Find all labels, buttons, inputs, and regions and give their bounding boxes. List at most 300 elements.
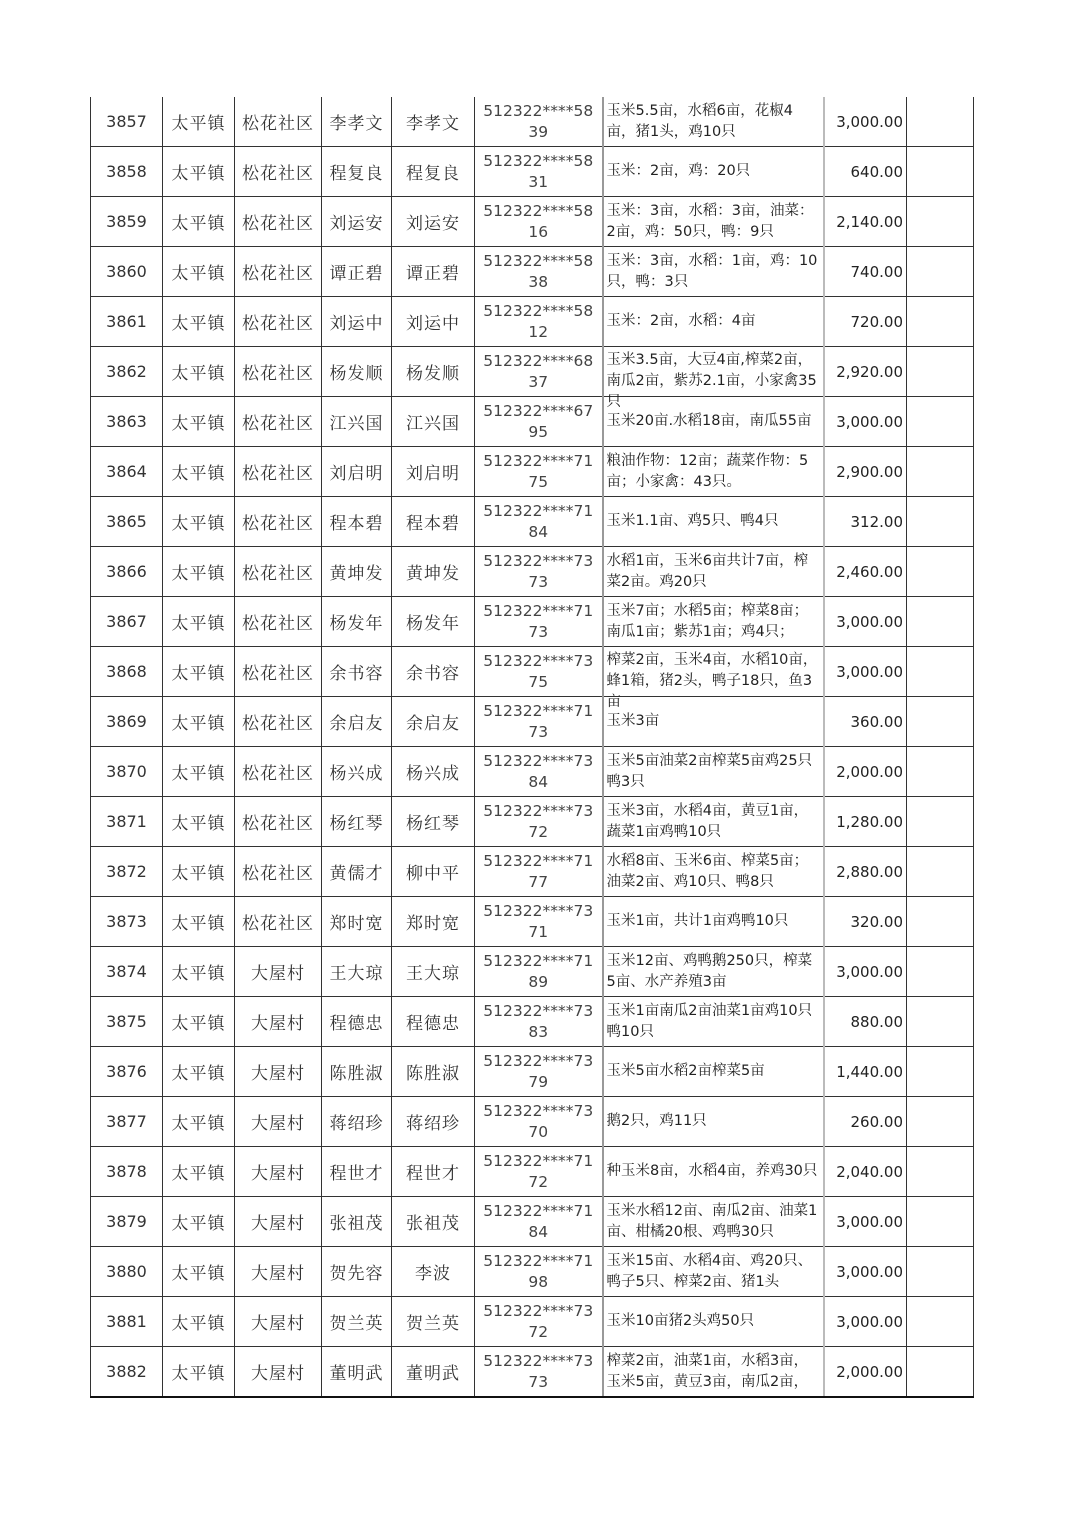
payee-name-text: 王大琼 [406,964,460,984]
table-row [91,647,974,697]
id-number-cell [475,747,603,797]
town-cell [163,697,235,747]
payee-name-text: 杨兴成 [406,764,460,784]
id-number-cell [475,1297,603,1347]
remarks-cell [907,147,974,197]
household-name-text: 刘运安 [329,214,384,234]
household-name-cell [322,1097,392,1147]
serial-number-text: 3881 [106,1312,147,1331]
payee-name-cell [392,997,475,1047]
production-description-text: 榨菜2亩，油菜1亩，水稻3亩，玉米5亩，黄豆3亩，南瓜2亩， [606,1352,809,1390]
town-text: 太平镇 [171,1214,226,1234]
serial-number-text: 3863 [106,412,147,431]
id-number-cell [475,497,603,547]
payee-name-cell [392,947,475,997]
amount-text: 2,040.00 [836,1162,903,1181]
id-number-text: 512322****5831 [483,151,594,191]
amount-cell [824,797,907,847]
payee-name-cell [392,1147,475,1197]
town-text: 太平镇 [171,1314,226,1334]
household-name-text: 杨兴成 [329,764,384,784]
amount-text: 260.00 [850,1112,903,1131]
serial-number-cell [91,397,163,447]
remarks-cell [907,347,974,397]
payee-name-cell [392,397,475,447]
community-text: 松花社区 [242,114,314,134]
production-description-cell [603,397,824,447]
payee-name-text: 程世才 [406,1164,460,1184]
town-text: 太平镇 [171,264,226,284]
table-row [91,247,974,297]
payee-name-cell [392,97,475,147]
community-cell [235,797,322,847]
serial-number-text: 3857 [106,112,147,131]
payee-name-cell [392,597,475,647]
amount-cell [824,1047,907,1097]
production-description-text: 玉米：2亩，水稻：4亩 [606,313,756,329]
production-description-cell [603,97,824,147]
amount-text: 2,000.00 [836,762,903,781]
id-number-text: 512322****7384 [483,751,594,791]
amount-cell [824,197,907,247]
town-cell [163,197,235,247]
payee-name-cell [392,247,475,297]
household-name-cell [322,897,392,947]
household-name-cell [322,1297,392,1347]
payee-name-text: 柳中平 [406,864,460,884]
amount-cell [824,147,907,197]
community-cell [235,297,322,347]
remarks-cell [907,1197,974,1247]
table-row [91,597,974,647]
town-cell [163,647,235,697]
serial-number-cell [91,197,163,247]
serial-number-text: 3862 [106,362,147,381]
household-name-text: 程复良 [329,164,384,184]
town-cell [163,297,235,347]
serial-number-text: 3858 [106,162,147,181]
community-cell [235,397,322,447]
table-row [91,347,974,397]
amount-cell [824,647,907,697]
id-number-text: 512322****7173 [483,701,594,741]
payee-name-cell [392,897,475,947]
payee-name-text: 江兴国 [406,414,460,434]
community-text: 松花社区 [242,164,314,184]
table-row [91,297,974,347]
household-name-cell [322,1197,392,1247]
production-description-text: 玉米3亩，水稻4亩，黄豆1亩，蔬菜1亩鸡鸭10只 [606,802,809,840]
payee-name-text: 谭正碧 [406,264,460,284]
serial-number-cell [91,997,163,1047]
serial-number-text: 3875 [106,1012,147,1031]
remarks-cell [907,797,974,847]
household-name-cell [322,397,392,447]
remarks-cell [907,397,974,447]
payee-name-cell [392,547,475,597]
serial-number-cell [91,1097,163,1147]
amount-cell [824,447,907,497]
payee-name-cell [392,647,475,697]
amount-cell [824,97,907,147]
table-row [91,547,974,597]
household-name-text: 谭正碧 [329,264,384,284]
payee-name-text: 黄坤发 [406,564,460,584]
town-text: 太平镇 [171,414,226,434]
remarks-cell [907,297,974,347]
town-cell [163,897,235,947]
community-text: 松花社区 [242,264,314,284]
payee-name-text: 李孝文 [406,114,460,134]
remarks-cell [907,547,974,597]
serial-number-cell [91,947,163,997]
production-description-text: 玉米5亩水稻2亩榨菜5亩 [606,1063,765,1079]
id-number-cell [475,547,603,597]
payee-name-cell [392,1197,475,1247]
payee-name-cell [392,697,475,747]
town-cell [163,1097,235,1147]
id-number-cell [475,897,603,947]
remarks-cell [907,597,974,647]
payee-name-cell [392,147,475,197]
id-number-cell [475,1197,603,1247]
serial-number-text: 3882 [106,1362,147,1381]
production-description-text: 玉米：3亩，水稻：3亩，油菜：2亩，鸡：50只，鸭：9只 [606,202,814,240]
household-name-cell [322,697,392,747]
community-cell [235,97,322,147]
town-text: 太平镇 [171,714,226,734]
payee-name-cell [392,1297,475,1347]
amount-cell [824,997,907,1047]
production-description-cell [603,197,824,247]
table-row [91,897,974,947]
id-number-text: 512322****7184 [483,1201,594,1241]
serial-number-cell [91,1047,163,1097]
town-cell [163,497,235,547]
amount-text: 3,000.00 [836,112,903,131]
serial-number-cell [91,247,163,297]
serial-number-cell [91,1197,163,1247]
table-row [91,797,974,847]
amount-cell [824,697,907,747]
amount-text: 3,000.00 [836,1212,903,1231]
household-name-text: 杨红琴 [329,814,384,834]
household-name-text: 郑时宽 [329,914,384,934]
remarks-cell [907,1047,974,1097]
town-text: 太平镇 [171,814,226,834]
amount-cell [824,597,907,647]
id-number-cell [475,347,603,397]
production-description-text: 玉米3亩 [606,713,660,729]
id-number-text: 512322****7373 [483,551,594,591]
serial-number-cell [91,297,163,347]
production-description-text: 榨菜2亩，玉米4亩，水稻10亩，蜂1箱，猪2头，鸭子18只，鱼3亩 [606,651,818,710]
town-text: 太平镇 [171,1014,226,1034]
serial-number-text: 3869 [106,712,147,731]
id-number-cell [475,647,603,697]
production-description-cell [603,597,824,647]
remarks-cell [907,1297,974,1347]
amount-cell [824,347,907,397]
community-cell [235,547,322,597]
production-description-text: 玉米20亩.水稻18亩，南瓜55亩 [606,413,812,429]
id-number-cell [475,997,603,1047]
household-name-cell [322,347,392,397]
serial-number-cell [91,797,163,847]
town-text: 太平镇 [171,964,226,984]
payee-name-text: 杨发顺 [406,364,460,384]
amount-cell [824,1347,907,1398]
id-number-text: 512322****7372 [483,1301,594,1341]
town-text: 太平镇 [171,664,226,684]
community-cell [235,747,322,797]
payee-name-text: 刘启明 [406,464,460,484]
community-text: 大屋村 [251,1164,305,1184]
household-name-cell [322,1247,392,1297]
household-name-text: 余启友 [329,714,384,734]
payee-name-text: 贺兰英 [406,1314,460,1334]
serial-number-text: 3870 [106,762,147,781]
production-description-text: 玉米3.5亩，大豆4亩,榨菜2亩，南瓜2亩，紫苏2.1亩，小家禽35只 [606,351,817,410]
id-number-cell [475,247,603,297]
household-name-cell [322,497,392,547]
remarks-cell [907,947,974,997]
id-number-cell [475,597,603,647]
production-description-cell [603,447,824,497]
production-description-cell [603,1197,824,1247]
town-cell [163,147,235,197]
amount-cell [824,847,907,897]
serial-number-text: 3877 [106,1112,147,1131]
payee-name-cell [392,447,475,497]
community-cell [235,897,322,947]
production-description-cell [603,797,824,847]
production-description-cell [603,647,824,710]
town-text: 太平镇 [171,1114,226,1134]
remarks-cell [907,1097,974,1147]
table-row [91,447,974,497]
household-name-text: 杨发顺 [329,364,384,384]
community-text: 松花社区 [242,714,314,734]
remarks-cell [907,1347,974,1398]
production-description-cell [603,1047,824,1097]
id-number-cell [475,697,603,747]
serial-number-text: 3871 [106,812,147,831]
id-number-text: 512322****7175 [483,451,594,491]
community-text: 大屋村 [251,1364,305,1384]
community-text: 松花社区 [242,864,314,884]
remarks-cell [907,497,974,547]
production-description-cell [603,747,824,797]
id-number-text: 512322****6795 [483,401,594,441]
town-cell [163,397,235,447]
payee-name-cell [392,1247,475,1297]
id-number-cell [475,1097,603,1147]
production-description-text: 鹅2只，鸡11只 [606,1113,707,1129]
town-text: 太平镇 [171,1364,226,1384]
id-number-text: 512322****7177 [483,851,594,891]
table-row [91,697,974,747]
household-name-text: 黄坤发 [329,564,384,584]
id-number-text: 512322****7383 [483,1001,594,1041]
community-text: 松花社区 [242,214,314,234]
town-cell [163,547,235,597]
community-cell [235,1247,322,1297]
household-name-text: 程德忠 [329,1014,384,1034]
household-name-text: 程本碧 [329,514,384,534]
payee-name-text: 杨红琴 [406,814,460,834]
community-text: 大屋村 [251,964,305,984]
household-name-cell [322,1047,392,1097]
town-text: 太平镇 [171,1064,226,1084]
community-cell [235,697,322,747]
production-description-cell [603,1297,824,1347]
id-number-cell [475,797,603,847]
town-cell [163,1197,235,1247]
serial-number-text: 3860 [106,262,147,281]
remarks-cell [907,997,974,1047]
id-number-cell [475,397,603,447]
id-number-text: 512322****7173 [483,601,594,641]
community-cell [235,1047,322,1097]
town-text: 太平镇 [171,314,226,334]
town-text: 太平镇 [171,164,226,184]
household-name-text: 刘运中 [329,314,384,334]
amount-text: 640.00 [850,162,903,181]
amount-cell [824,497,907,547]
payee-name-cell [392,497,475,547]
town-text: 太平镇 [171,114,226,134]
serial-number-cell [91,1147,163,1197]
production-description-text: 玉米：2亩，鸡：20只 [606,163,751,179]
production-description-cell [603,147,824,197]
table-row [91,147,974,197]
town-cell [163,1347,235,1398]
community-cell [235,197,322,247]
table-row [91,1047,974,1097]
production-description-text: 玉米：3亩，水稻：1亩，鸡：10只，鸭：3只 [606,252,818,290]
amount-cell [824,1097,907,1147]
payee-name-text: 刘运安 [406,214,460,234]
amount-text: 740.00 [850,262,903,281]
table-row [91,1147,974,1197]
household-name-cell [322,547,392,597]
amount-text: 2,000.00 [836,1362,903,1381]
town-cell [163,747,235,797]
serial-number-cell [91,347,163,397]
town-cell [163,1297,235,1347]
production-description-cell [603,697,824,747]
payee-name-cell [392,197,475,247]
town-cell [163,347,235,397]
amount-text: 2,900.00 [836,462,903,481]
remarks-cell [907,447,974,497]
amount-cell [824,247,907,297]
serial-number-text: 3868 [106,662,147,681]
serial-number-cell [91,147,163,197]
town-text: 太平镇 [171,364,226,384]
production-description-text: 玉米水稻12亩、南瓜2亩、油菜1亩、柑橘20根、鸡鸭30只 [606,1202,818,1240]
table-row [91,1197,974,1247]
production-description-cell [603,897,824,947]
household-name-text: 张祖茂 [329,1214,384,1234]
production-description-text: 玉米1.1亩、鸡5只、鸭4只 [606,513,779,529]
household-name-text: 贺兰英 [329,1314,384,1334]
community-text: 松花社区 [242,364,314,384]
household-name-cell [322,997,392,1047]
community-cell [235,597,322,647]
payee-name-text: 张祖茂 [406,1214,460,1234]
payee-name-text: 刘运中 [406,314,460,334]
serial-number-cell [91,847,163,897]
id-number-cell [475,147,603,197]
serial-number-cell [91,597,163,647]
community-text: 松花社区 [242,664,314,684]
id-number-cell [475,447,603,497]
community-cell [235,847,322,897]
amount-cell [824,747,907,797]
serial-number-cell [91,547,163,597]
table-row [91,397,974,447]
id-number-cell [475,1147,603,1197]
id-number-cell [475,1047,603,1097]
community-cell [235,947,322,997]
remarks-cell [907,647,974,697]
town-cell [163,797,235,847]
amount-cell [824,1197,907,1247]
remarks-cell [907,197,974,247]
town-cell [163,97,235,147]
id-number-text: 512322****7375 [483,651,594,691]
production-description-text: 玉米5.5亩，水稻6亩，花椒4亩，猪1头，鸡10只 [606,102,794,140]
household-name-text: 陈胜淑 [329,1064,384,1084]
table-row [91,997,974,1047]
community-text: 大屋村 [251,1264,305,1284]
production-description-cell [603,297,824,347]
production-description-cell [603,497,824,547]
production-description-text: 玉米12亩、鸡鸭鹅250只，榨菜5亩、水产养殖3亩 [606,952,813,990]
payee-name-text: 余书容 [406,664,460,684]
id-number-text: 512322****7184 [483,501,594,541]
table-row [91,1247,974,1297]
serial-number-text: 3876 [106,1062,147,1081]
community-text: 松花社区 [242,414,314,434]
payee-name-cell [392,1347,475,1398]
payee-name-cell [392,747,475,797]
community-text: 大屋村 [251,1014,305,1034]
serial-number-text: 3859 [106,212,147,231]
household-name-cell [322,947,392,997]
amount-cell [824,947,907,997]
serial-number-text: 3874 [106,962,147,981]
community-text: 大屋村 [251,1114,305,1134]
table-row [91,1097,974,1147]
serial-number-text: 3879 [106,1212,147,1231]
household-name-text: 程世才 [329,1164,384,1184]
town-cell [163,1247,235,1297]
remarks-cell [907,1147,974,1197]
id-number-text: 512322****7373 [483,1351,594,1391]
amount-cell [824,1247,907,1297]
table-row [91,747,974,797]
household-name-cell [322,1147,392,1197]
id-number-cell [475,1347,603,1398]
household-name-cell [322,97,392,147]
household-name-text: 王大琼 [329,964,384,984]
production-description-cell [603,947,824,997]
serial-number-text: 3865 [106,512,147,531]
serial-number-text: 3861 [106,312,147,331]
